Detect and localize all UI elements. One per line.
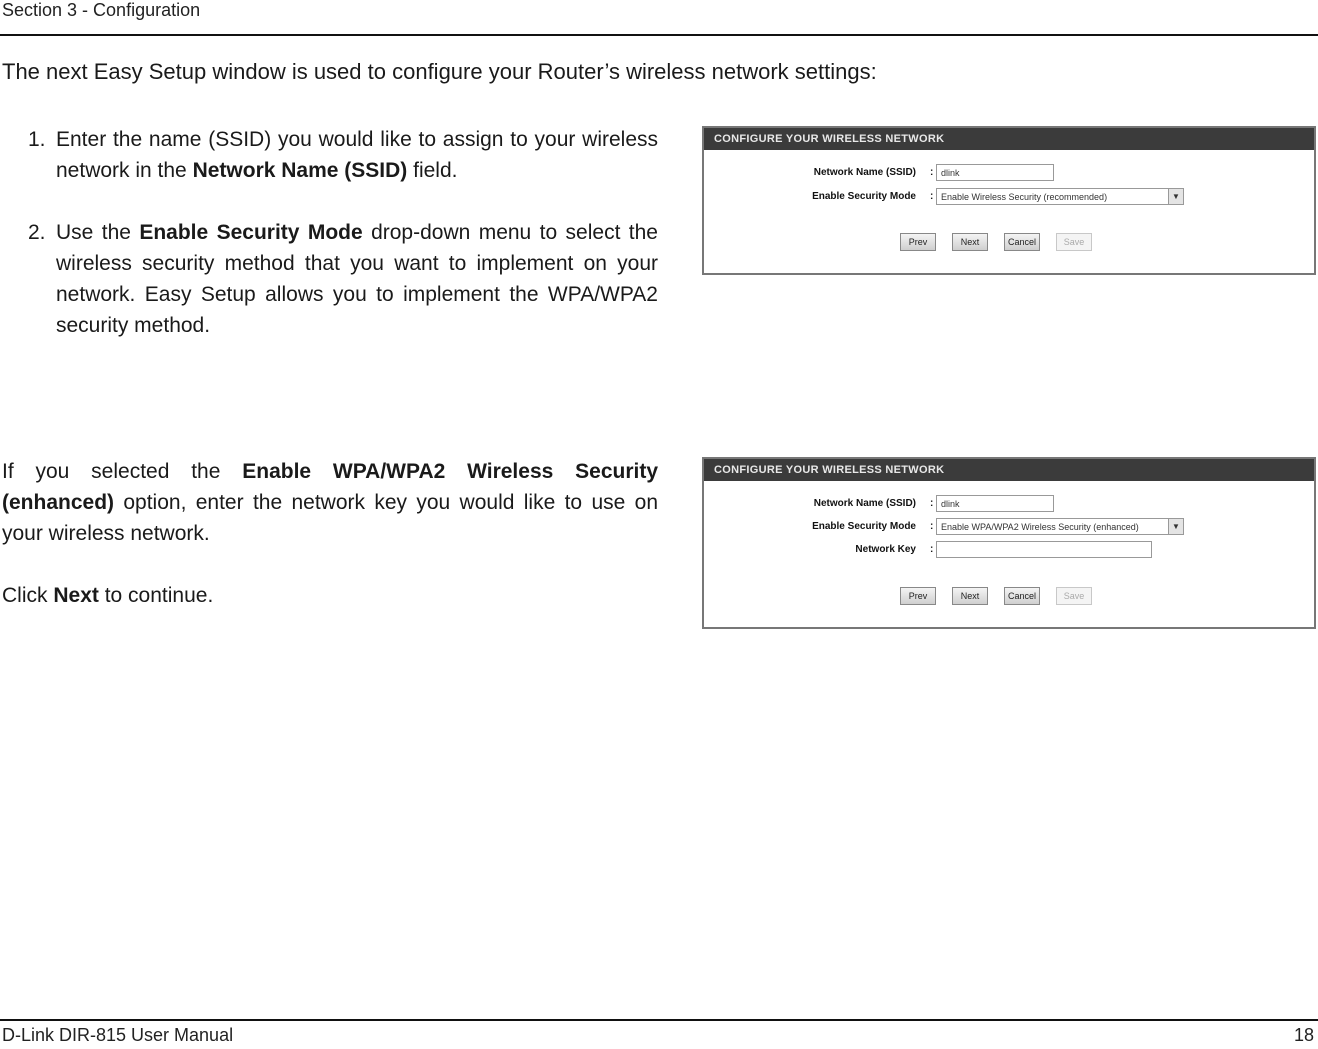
security-mode-row: Enable Security Mode : Enable WPA/WPA2 Wireless Security (enhanced) ▼ xyxy=(704,518,1314,538)
step-2: 2. Use the Enable Security Mode drop-down menu to select the wireless security method that you want to implement on your network. Easy Setup allows you to implement the WPA/WPA2 security method. xyxy=(28,221,658,337)
prev-button[interactable]: Prev xyxy=(900,233,936,251)
button-bar xyxy=(900,232,1108,252)
wireless-config-panel-2 xyxy=(702,457,1316,629)
header-divider xyxy=(0,34,1318,36)
network-name-row: Network Name (SSID) : dlink xyxy=(704,495,1314,515)
footer-divider xyxy=(0,1019,1318,1021)
network-key-input[interactable] xyxy=(936,541,1152,558)
next-button[interactable]: Next xyxy=(952,233,988,251)
panel-title: CONFIGURE YOUR WIRELESS NETWORK xyxy=(704,459,1314,481)
network-key-row: Network Key : xyxy=(704,541,1314,561)
button-bar xyxy=(900,586,1108,606)
cancel-button[interactable]: Cancel xyxy=(1004,587,1040,605)
step-1: 1. Enter the name (SSID) you would like to assign to your wireless network in the Network Name (SSID) field. xyxy=(28,128,658,182)
chevron-down-icon: ▼ xyxy=(1168,189,1183,204)
panel-title: CONFIGURE YOUR WIRELESS NETWORK xyxy=(704,128,1314,150)
network-name-row: Network Name (SSID) : dlink xyxy=(704,164,1314,184)
manual-title: D-Link DIR-815 User Manual xyxy=(2,1025,234,1045)
chevron-down-icon: ▼ xyxy=(1168,519,1183,534)
network-name-input[interactable]: dlink xyxy=(936,164,1054,181)
security-mode-row: Enable Security Mode : Enable Wireless Security (recommended) ▼ xyxy=(704,188,1314,208)
security-mode-select[interactable]: Enable Wireless Security (recommended) ▼ xyxy=(936,188,1184,205)
steps-list xyxy=(28,124,658,341)
security-mode-select[interactable]: Enable WPA/WPA2 Wireless Security (enhanced) ▼ xyxy=(936,518,1184,535)
network-name-input[interactable]: dlink xyxy=(936,495,1054,512)
wireless-config-panel-1 xyxy=(702,126,1316,275)
section-header: Section 3 - Configuration xyxy=(2,0,201,20)
cancel-button[interactable]: Cancel xyxy=(1004,233,1040,251)
page-number: 18 xyxy=(1293,1025,1314,1045)
intro-text: The next Easy Setup window is used to configure your Router’s wireless network settings: xyxy=(2,59,877,84)
save-button[interactable]: Save xyxy=(1056,587,1092,605)
next-paragraph: Click Next to continue. xyxy=(2,584,214,607)
wpa-paragraph: If you selected the Enable WPA/WPA2 Wireless Security (enhanced) option, enter the network key you would like to use on your wireless network. xyxy=(2,460,659,545)
save-button[interactable]: Save xyxy=(1056,233,1092,251)
prev-button[interactable]: Prev xyxy=(900,587,936,605)
next-button[interactable]: Next xyxy=(952,587,988,605)
